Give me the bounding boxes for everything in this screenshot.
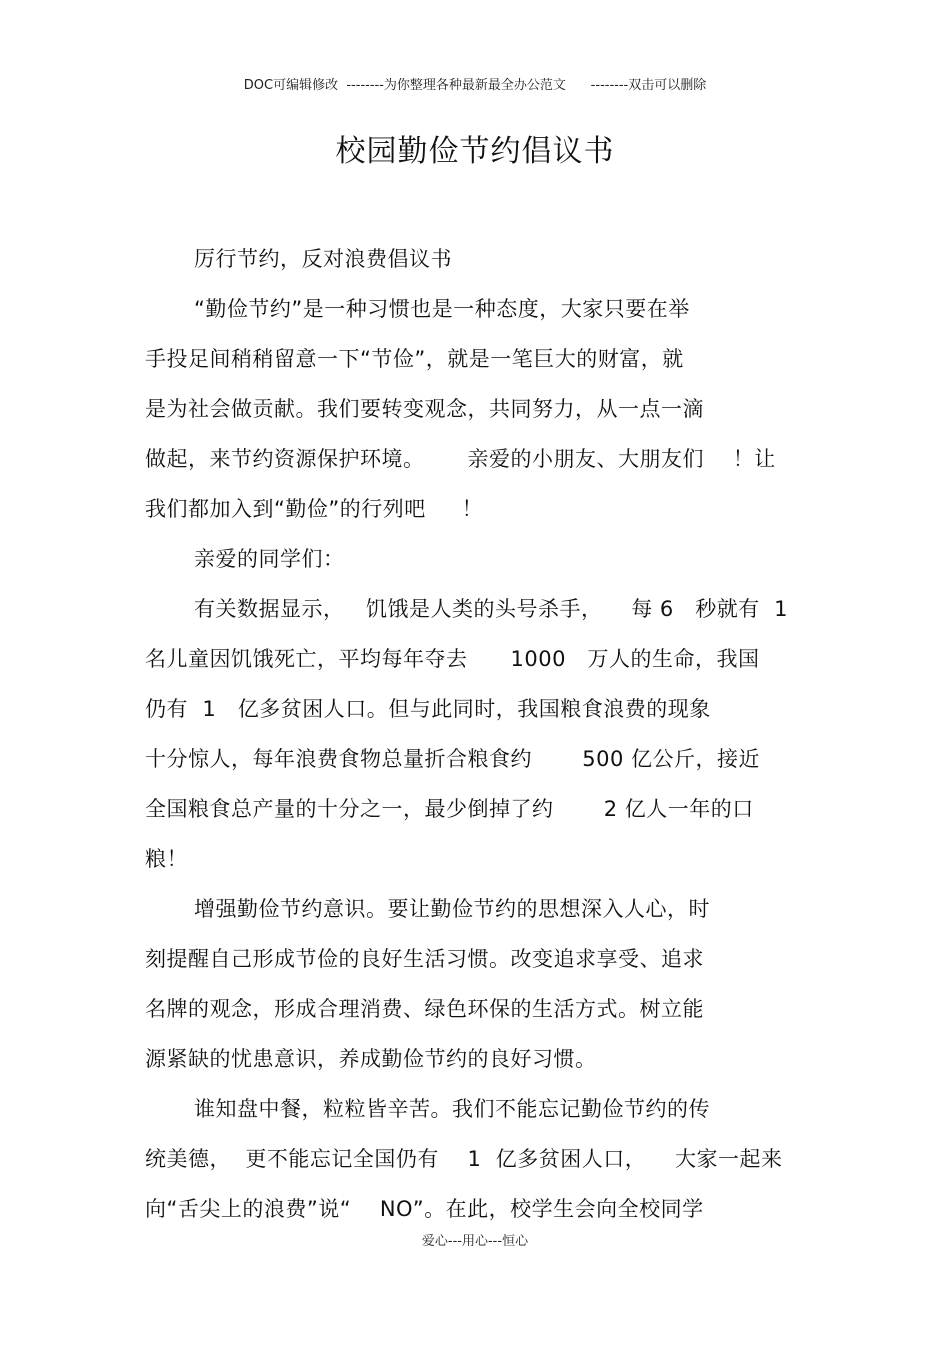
text-line: “勤俭节约”是一种习惯也是一种态度，大家只要在举: [194, 297, 690, 321]
text-line: 统美德， 更不能忘记全国仍有 1 亿多贫困人口， 大家一起来: [145, 1147, 783, 1171]
text-line: 做起，来节约资源保护环境。 亲爱的小朋友、大朋友们 ！让: [145, 447, 776, 471]
text-line: 是为社会做贡献。我们要转变观念，共同努力，从一点一滴: [145, 397, 704, 421]
text-line: 有关数据显示， 饥饿是人类的头号杀手， 每 6 秒就有 1: [194, 597, 788, 621]
document-title: 校园勤俭节约倡议书: [335, 134, 615, 169]
page-footer: 爱心---用心---恒心: [421, 1234, 529, 1249]
text-line: 手投足间稍稍留意一下“节俭”，就是一笔巨大的财富，就: [145, 347, 684, 371]
text-line: 名儿童因饥饿死亡，平均每年夺去 1000 万人的生命，我国: [145, 647, 760, 671]
text-line: 我们都加入到“勤俭”的行列吧 ！: [145, 497, 484, 521]
text-line: 亲爱的同学们：: [194, 547, 345, 571]
text-line: 厉行节约，反对浪费倡议书: [194, 247, 452, 271]
page-header: DOC可编辑修改 --------为你整理各种最新最全办公范文 --------双击可以删除: [243, 78, 707, 93]
text-line: 增强勤俭节约意识。要让勤俭节约的思想深入人心，时: [194, 897, 710, 921]
text-line: 谁知盘中餐，粒粒皆辛苦。我们不能忘记勤俭节约的传: [194, 1097, 710, 1121]
text-line: 仍有 1 亿多贫困人口。但与此同时，我国粮食浪费的现象: [145, 697, 711, 721]
text-line: 源紧缺的忧患意识，养成勤俭节约的良好习惯。: [145, 1047, 597, 1071]
text-line: 向“舌尖上的浪费”说“ NO”。在此，校学生会向全校同学: [145, 1197, 704, 1221]
text-line: 十分惊人，每年浪费食物总量折合粮食约 500 亿公斤，接近: [145, 747, 760, 771]
text-line: 粮！: [145, 847, 188, 871]
text-line: 全国粮食总产量的十分之一，最少倒掉了约 2 亿人一年的口: [145, 797, 754, 821]
text-line: 刻提醒自己形成节俭的良好生活习惯。改变追求享受、追求: [145, 947, 704, 971]
text-line: 名牌的观念，形成合理消费、绿色环保的生活方式。树立能: [145, 997, 704, 1021]
